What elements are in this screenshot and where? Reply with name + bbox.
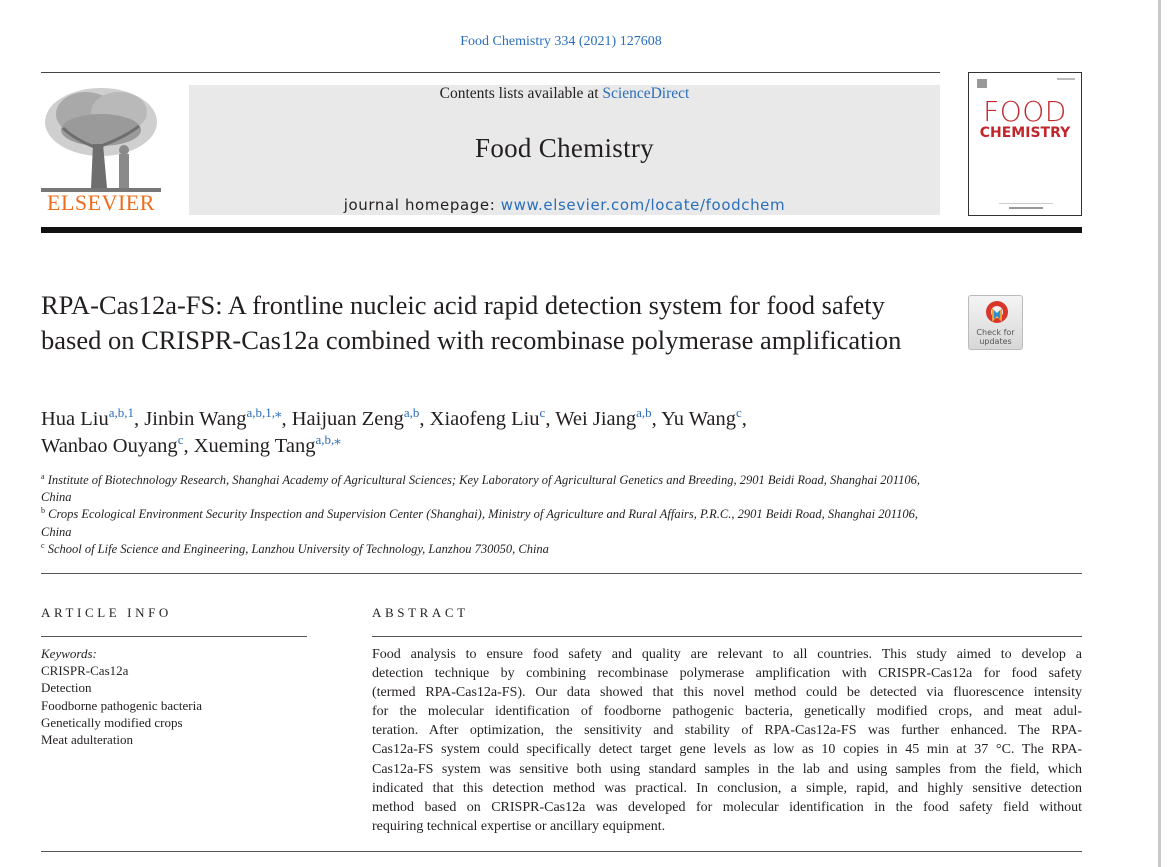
cover-title-food: FOOD (983, 95, 1067, 128)
journal-masthead (189, 85, 940, 215)
keywords-block (41, 645, 307, 748)
affiliation-mark: c (41, 540, 45, 550)
keyword-item[interactable]: Genetically modified crops (41, 714, 183, 730)
affiliation-text: School of Life Science and Engineering, Lanzhou University of Technology, Lanzhou 730050, China (47, 541, 549, 556)
journal-citation-link[interactable]: Food Chemistry 334 (2021) 127608 (460, 34, 662, 49)
author (193, 432, 341, 457)
author-name[interactable]: Jinbin Wang (144, 408, 247, 430)
author-affiliation-marks[interactable]: a,b,1,⁎ (246, 405, 282, 420)
abstract-line: Cas12a-FS system could specifically detect target gene levels as low as 10 copies in 45 min at 37 °C. The RPA- (372, 742, 1082, 758)
affiliation-list (41, 472, 941, 558)
vertical-scrollbar[interactable] (1158, 0, 1161, 867)
article-title: RPA-Cas12a-FS: A frontline nucleic acid rapid detection system for food safety based on CRISPR-Cas12a combined with recombinase polymerase amplification (41, 290, 902, 355)
abstract-line: teration. After optimization, the sensitivity and stability of RPA-Cas12a-FS was further enhanced. The RPA- (372, 723, 1082, 739)
abstract-bottom-divider (41, 851, 1082, 852)
check-for-updates-button[interactable] (968, 295, 1023, 350)
homepage-link[interactable]: www.elsevier.com/locate/foodchem (500, 196, 786, 214)
author-separator: , (281, 408, 292, 430)
author-name[interactable]: Wei Jiang (555, 408, 637, 430)
affiliation-mark: b (41, 506, 45, 516)
keyword-item[interactable]: Detection (41, 680, 92, 696)
publisher-name: ELSEVIER (47, 190, 155, 215)
author-separator: , (741, 408, 747, 430)
tree-icon (41, 84, 161, 192)
affiliation-text: Institute of Biotechnology Research, Shanghai Academy of Agricultural Sciences; Key Laboratory of Agricultural Genetics and Breeding, 2901 Beidi Road, Shanghai 201106, China (41, 473, 921, 505)
author-name[interactable]: Wanbao Ouyang (41, 435, 178, 457)
check-updates-line2: updates (979, 337, 1012, 346)
author (429, 405, 556, 430)
affiliation-text: Crops Ecological Environment Security Inspection and Supervision Center (Shanghai), Ministry of Agriculture and Rural Affairs, P.R.C., 2901 Beidi Road, Shanghai 201106, China (41, 507, 918, 539)
contents-availability (189, 85, 940, 103)
abstract-text (372, 645, 1082, 836)
author-affiliation-marks[interactable]: a,b,1 (108, 405, 135, 420)
author-list (41, 406, 941, 460)
author-name[interactable]: Hua Liu (41, 408, 109, 430)
abstract-line: Cas12a-FS system was sensitive both using standard samples in the lab and using samples from the field, which (372, 761, 1082, 777)
masthead-divider (41, 227, 1082, 233)
journal-cover-thumbnail[interactable] (968, 72, 1082, 216)
article-info-divider (41, 636, 307, 637)
contents-prefix: Contents lists available at (439, 85, 599, 102)
header-divider (41, 72, 940, 73)
author-affiliation-marks[interactable]: c (177, 432, 184, 447)
abstract-line: method based on CRISPR-Cas12a was developed for molecular identification in the food safety field without (372, 799, 1082, 815)
affiliation-item (41, 541, 941, 558)
author-affiliation-marks[interactable]: a,b,⁎ (315, 432, 341, 447)
author-name[interactable]: Xiaofeng Liu (429, 408, 540, 430)
author-affiliation-marks[interactable]: a,b (403, 405, 420, 420)
keyword-item[interactable]: CRISPR-Cas12a (41, 663, 129, 679)
author-affiliation-marks[interactable]: a,b (636, 405, 652, 420)
journal-homepage (189, 196, 940, 214)
author-name[interactable]: Haijuan Zeng (291, 408, 404, 430)
author-name[interactable]: Xueming Tang (193, 435, 316, 457)
keywords-label: Keywords: (41, 646, 97, 661)
author-separator: , (134, 408, 145, 430)
abstract-line: for the molecular identification of foodborne pathogenic bacteria, genetically modified crops, and meat adul- (372, 704, 1082, 720)
homepage-prefix: journal homepage: (343, 196, 496, 214)
affiliation-item (41, 472, 941, 506)
author (41, 405, 145, 430)
author-separator: , (183, 435, 194, 457)
author-affiliation-marks[interactable]: c (736, 405, 742, 420)
author (555, 405, 662, 430)
author-separator: , (545, 408, 556, 430)
author-separator: , (419, 408, 430, 430)
author-name[interactable]: Yu Wang (661, 408, 736, 430)
check-updates-line1: Check for (976, 328, 1015, 337)
abstract-line: (termed RPA-Cas12a-FS). Our data showed that this novel method could be detected via fluorescence intensity (372, 685, 1082, 701)
sciencedirect-link[interactable]: ScienceDirect (602, 85, 690, 102)
author (291, 405, 430, 430)
author-affiliation-marks[interactable]: c (539, 405, 546, 420)
journal-title: Food Chemistry (475, 133, 654, 163)
elsevier-logo[interactable] (41, 84, 161, 216)
abstract-heading: ABSTRACT (372, 605, 469, 620)
cover-footer-lines-icon (969, 73, 1083, 217)
abstract-line: indicated that this detection method was practical. In conclusion, a simple, rapid, and highly sensitive detection (372, 780, 1082, 796)
author (41, 432, 194, 457)
crossmark-icon (985, 300, 1009, 328)
affiliation-item (41, 506, 941, 540)
author-separator: , (651, 408, 662, 430)
affiliation-mark: a (41, 472, 45, 481)
abstract-line: requiring technical expertise or ancillary equipment. (372, 818, 666, 834)
keyword-item[interactable]: Foodborne pathogenic bacteria (41, 697, 202, 713)
article-info-heading: ARTICLE INFO (41, 605, 172, 620)
keyword-item[interactable]: Meat adulteration (41, 732, 134, 748)
section-divider (41, 573, 1082, 574)
author (661, 405, 747, 430)
cover-title-chemistry: CHEMISTRY (979, 125, 1071, 141)
abstract-divider (372, 636, 1082, 637)
author (144, 405, 292, 430)
abstract-line: Food analysis to ensure food safety and quality are relevant to all countries. This study aimed to develop a (372, 647, 1082, 662)
abstract-line: detection technique by combining recombinase polymerase amplification with CRISPR-Cas12a for food safety (372, 666, 1082, 682)
